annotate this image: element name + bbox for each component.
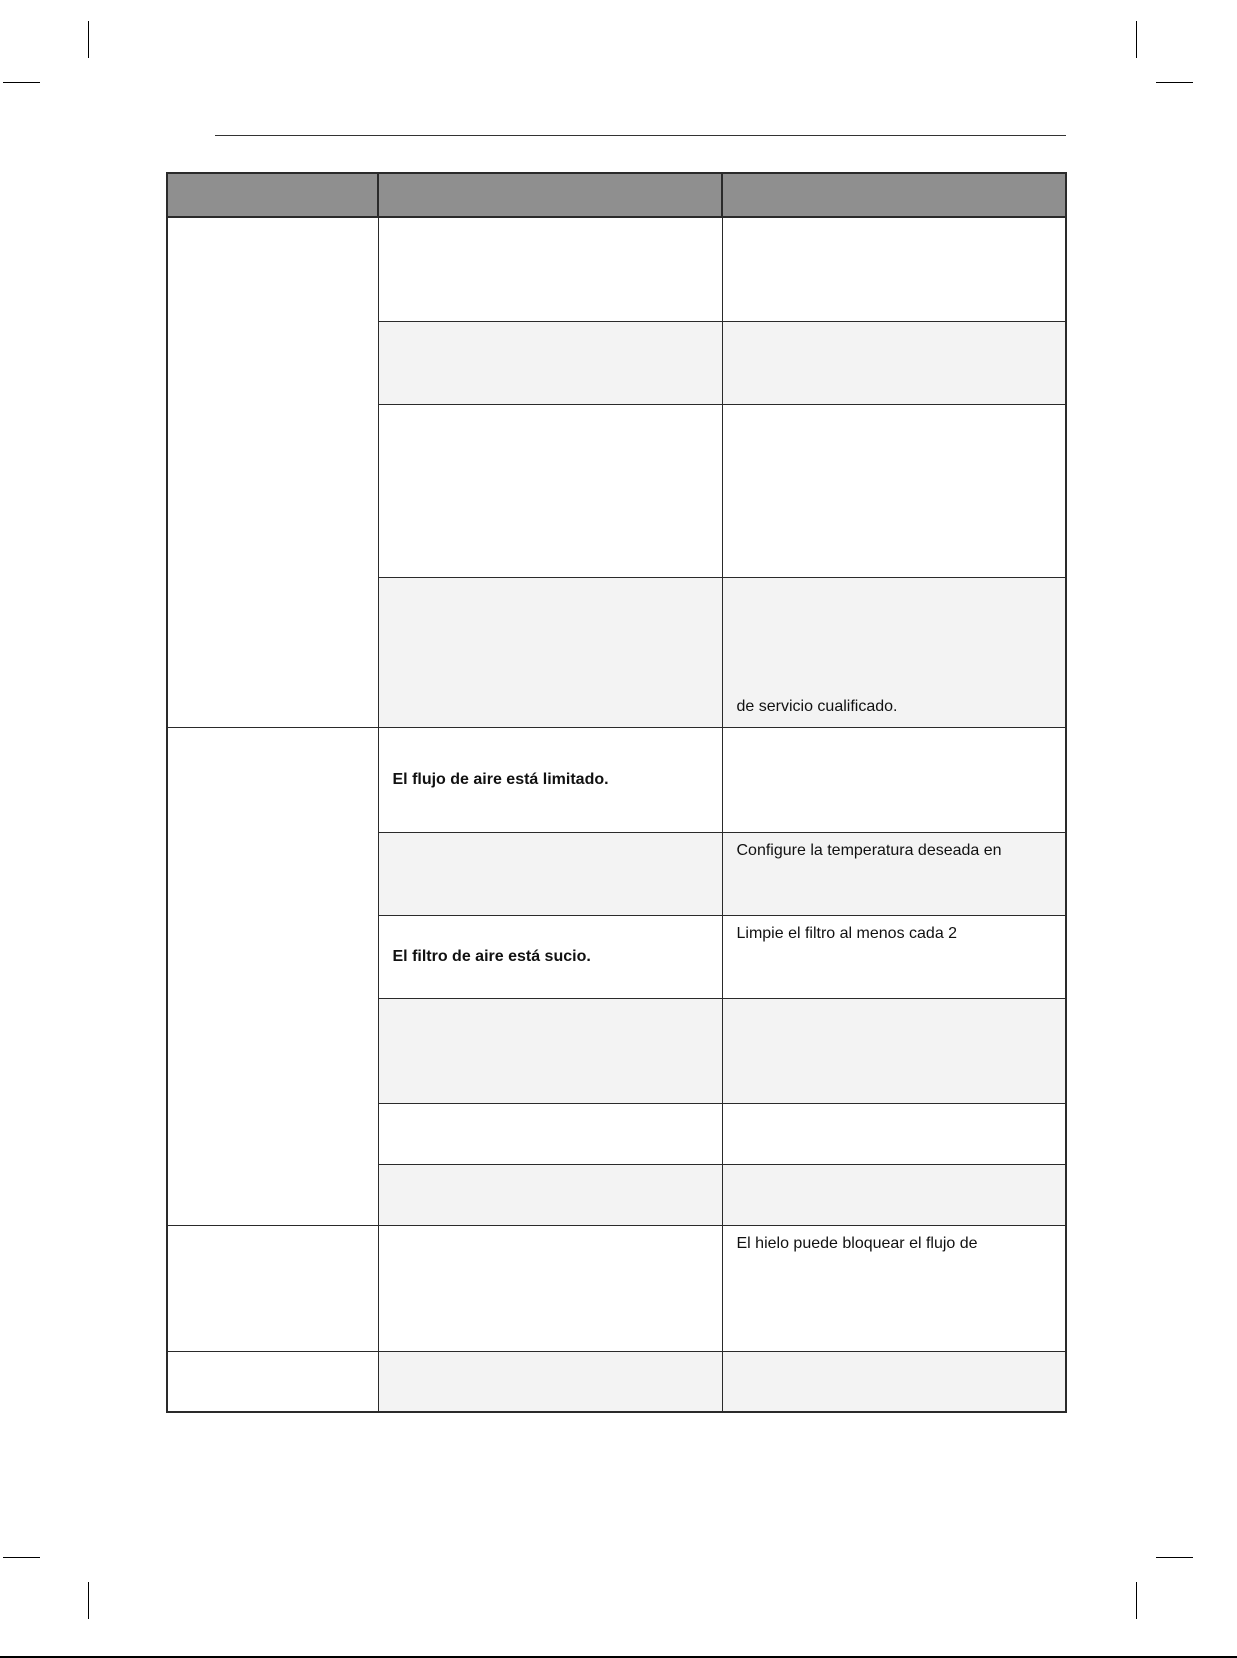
troubleshooting-table	[166, 172, 1067, 1413]
solution-cell: Configure la temperatura deseada en	[722, 832, 1066, 915]
solution-cell	[722, 404, 1066, 577]
crop-mark	[88, 21, 89, 58]
crop-mark	[1156, 1557, 1193, 1558]
solution-cell	[722, 998, 1066, 1103]
cause-cell	[378, 998, 722, 1103]
crop-mark	[3, 1557, 40, 1558]
crop-mark	[1136, 1582, 1137, 1619]
solution-cell	[722, 1164, 1066, 1225]
solution-cell	[722, 321, 1066, 404]
crop-mark	[3, 82, 40, 83]
cause-cell	[378, 577, 722, 727]
cause-cell: El filtro de aire está sucio.	[378, 915, 722, 998]
cause-cell: El flujo de aire está limitado.	[378, 727, 722, 832]
cause-cell	[378, 1225, 722, 1351]
table-row	[167, 1351, 1066, 1412]
crop-mark	[1136, 21, 1137, 58]
problem-cell	[167, 217, 378, 727]
cause-cell	[378, 832, 722, 915]
cause-cell	[378, 1164, 722, 1225]
crop-mark	[88, 1582, 89, 1619]
problem-cell	[167, 1351, 378, 1412]
cause-cell	[378, 1103, 722, 1164]
header-solution	[722, 173, 1066, 217]
crop-mark	[1156, 82, 1193, 83]
solution-cell	[722, 1351, 1066, 1412]
problem-cell	[167, 1225, 378, 1351]
header-rule	[215, 135, 1066, 136]
solution-cell	[722, 217, 1066, 321]
cause-cell	[378, 1351, 722, 1412]
cause-cell	[378, 217, 722, 321]
header-cause	[378, 173, 722, 217]
cause-cell	[378, 404, 722, 577]
problem-cell	[167, 727, 378, 1225]
solution-cell: de servicio cualificado.	[722, 577, 1066, 727]
solution-cell	[722, 727, 1066, 832]
solution-cell: El hielo puede bloquear el flujo de	[722, 1225, 1066, 1351]
table-header-row	[167, 173, 1066, 217]
solution-cell: Limpie el filtro al menos cada 2	[722, 915, 1066, 998]
table-row	[167, 727, 1066, 832]
table-row	[167, 217, 1066, 321]
solution-cell	[722, 1103, 1066, 1164]
header-problem	[167, 173, 378, 217]
table-row	[167, 1225, 1066, 1351]
cause-cell	[378, 321, 722, 404]
